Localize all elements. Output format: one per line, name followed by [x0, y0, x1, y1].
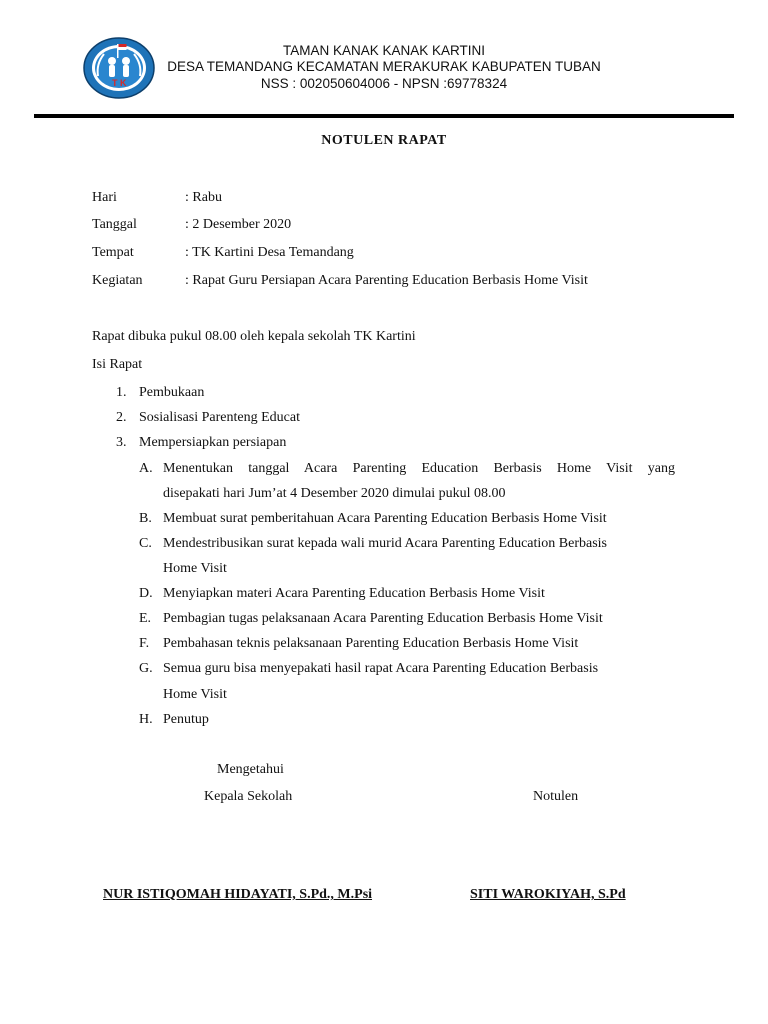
subitem-letter: H. [139, 712, 153, 727]
info-value-tanggal: : 2 Desember 2020 [185, 217, 292, 232]
agenda-item: Sosialisasi Parenteng Educat [139, 410, 300, 425]
note-taker-role: Notulen [533, 789, 579, 804]
info-value-tempat: : TK Kartini Desa Temandang [185, 245, 354, 260]
header-divider [34, 114, 734, 118]
school-ids: NSS : 002050604006 - NPSN :69778324 [260, 76, 508, 91]
principal-role: Kepala Sekolah [204, 789, 293, 804]
subitem-text: Semua guru bisa menyepakati hasil rapat Acara Parenting Education Berbasis [163, 661, 599, 676]
subitem-letter: C. [139, 536, 152, 551]
subitem-letter: G. [139, 661, 153, 676]
agenda-item: Pembukaan [139, 385, 205, 400]
page-title: NOTULEN RAPAT [321, 133, 447, 148]
opening-text: Rapat dibuka pukul 08.00 oleh kepala sekolah TK Kartini [92, 329, 416, 344]
subitem-text: Pembagian tugas pelaksanaan Acara Parenting Education Berbasis Home Visit [163, 611, 603, 626]
agenda-number: 3. [116, 435, 127, 450]
subitem-letter: E. [139, 611, 152, 626]
subitem-letter: B. [139, 511, 152, 526]
subitem-text: Menentukan tanggal Acara Parenting Education Berbasis Home Visit yang [163, 461, 675, 476]
subitem-letter: A. [139, 461, 153, 476]
subitem-text-continued: disepakati hari Jum’at 4 Desember 2020 dimulai pukul 08.00 [163, 486, 506, 501]
subitem-text: Membuat surat pemberitahuan Acara Parenting Education Berbasis Home Visit [163, 511, 607, 526]
info-value-kegiatan: : Rapat Guru Persiapan Acara Parenting Education Berbasis Home Visit [185, 273, 588, 288]
subitem-text: Pembahasan teknis pelaksanaan Parenting Education Berbasis Home Visit [163, 636, 579, 651]
school-name: TAMAN KANAK KANAK KARTINI [282, 43, 486, 58]
subitem-text: Mendestribusikan surat kepada wali murid Acara Parenting Education Berbasis [163, 536, 607, 551]
info-label-kegiatan: Kegiatan [92, 273, 143, 288]
acknowledged-label: Mengetahui [217, 762, 284, 777]
info-value-hari: : Rabu [185, 190, 222, 205]
agenda-heading: Isi Rapat [92, 357, 143, 372]
subitem-text: Menyiapkan materi Acara Parenting Education Berbasis Home Visit [163, 586, 545, 601]
info-label-hari: Hari [92, 190, 117, 205]
principal-name: NUR ISTIQOMAH HIDAYATI, S.Pd., M.Psi [103, 887, 373, 902]
note-taker-name: SITI WAROKIYAH, S.Pd [470, 887, 626, 902]
subitem-text-continued: Home Visit [163, 687, 227, 702]
info-label-tanggal: Tanggal [92, 217, 137, 232]
agenda-item: Mempersiapkan persiapan [139, 435, 287, 450]
subitem-letter: D. [139, 586, 153, 601]
svg-text:T K: T K [112, 78, 127, 88]
subitem-text-continued: Home Visit [163, 561, 227, 576]
info-label-tempat: Tempat [92, 245, 134, 260]
agenda-number: 1. [116, 385, 127, 400]
school-address: DESA TEMANDANG KECAMATAN MERAKURAK KABUPATEN TUBAN [167, 59, 601, 74]
subitem-text: Penutup [163, 712, 209, 727]
agenda-number: 2. [116, 410, 127, 425]
subitem-letter: F. [139, 636, 150, 651]
